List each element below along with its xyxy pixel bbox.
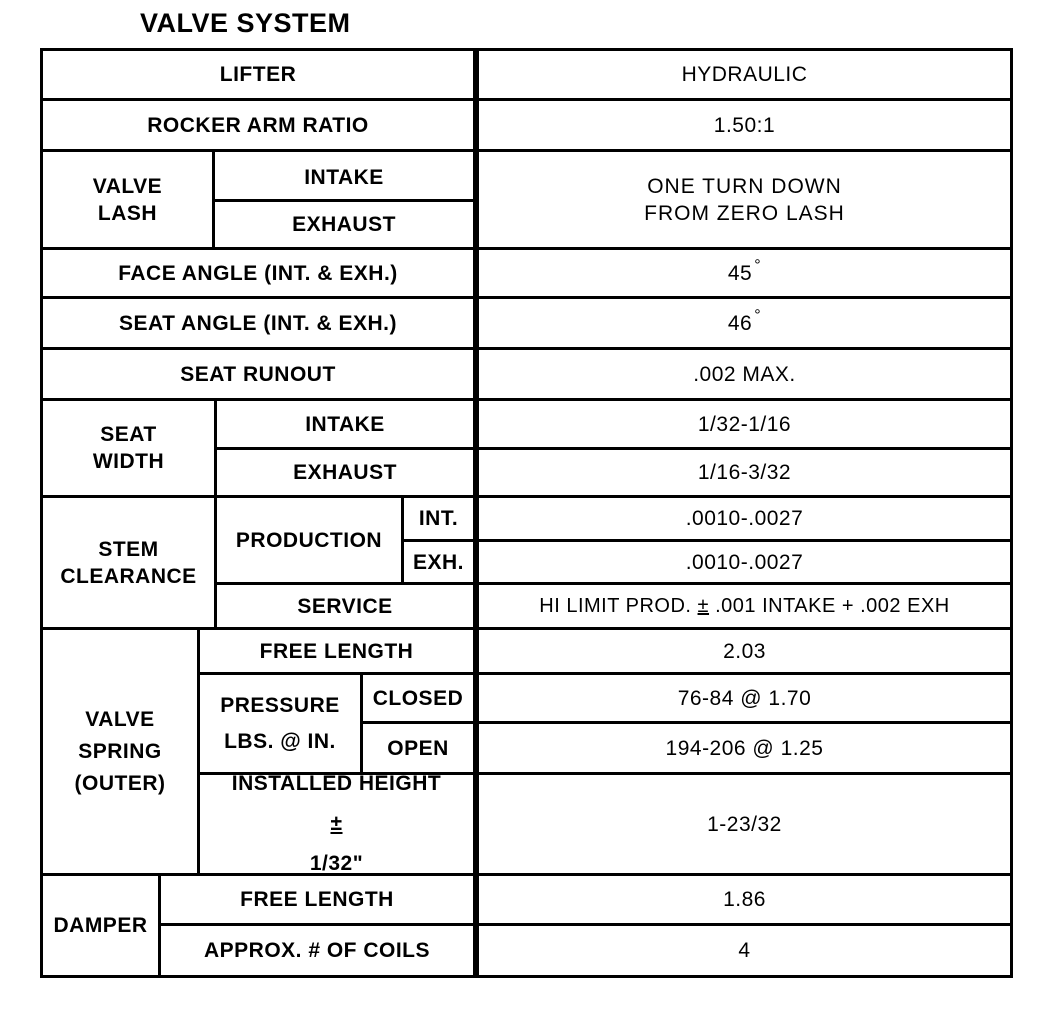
plus-minus-sign: ± — [697, 594, 710, 617]
valve-spring-label-line2: SPRING — [78, 739, 162, 763]
damper-free-length-value: 1.86 — [723, 888, 766, 911]
valve-lash-label — [43, 152, 212, 247]
installed-height-value: 1-23/32 — [707, 812, 782, 836]
valve-lash-label-line1: VALVE — [92, 174, 163, 198]
valve-lash-value-line1: ONE TURN DOWN — [647, 174, 842, 198]
plus-minus-sign: ± — [330, 812, 343, 835]
spring-open-label: OPEN — [387, 736, 449, 760]
seat-width-intake-value: 1/32-1/16 — [697, 412, 792, 436]
seat-angle-value-cell — [479, 299, 1010, 347]
valve-lash-value-line2: FROM ZERO LASH — [644, 201, 845, 225]
degree-sign: ° — [754, 256, 762, 274]
spring-free-length-label: FREE LENGTH — [259, 639, 414, 663]
damper-coils-label: APPROX. # OF COILS — [203, 939, 431, 962]
seat-width-label-line1: SEAT — [100, 423, 157, 446]
spring-pressure-label-line2: LBS. @ IN. — [224, 729, 336, 753]
stem-clearance-label-line1: STEM — [98, 537, 159, 561]
spring-open-value: 194-206 @ 1.25 — [665, 736, 824, 760]
seat-width-exhaust-label: EXHAUST — [293, 461, 397, 484]
stem-int-value: .0010-.0027 — [685, 507, 804, 530]
stem-clearance-label — [43, 498, 214, 627]
face-angle-value: 45 — [727, 261, 753, 285]
damper-free-length-label: FREE LENGTH — [240, 888, 394, 911]
stem-exh-label: EXH. — [412, 550, 464, 574]
lifter-label: LIFTER — [219, 63, 297, 86]
stem-service-value-cell — [479, 585, 1010, 627]
stem-int-label: INT. — [418, 507, 459, 530]
damper-coils-value: 4 — [738, 939, 751, 962]
lifter-value: HYDRAULIC — [681, 63, 808, 86]
spring-pressure-label — [200, 675, 360, 772]
spring-closed-label: CLOSED — [372, 686, 464, 710]
valve-spring-label — [43, 630, 197, 873]
damper-label: DAMPER — [53, 914, 148, 937]
seat-width-label — [43, 401, 214, 495]
valve-lash-value — [479, 152, 1010, 247]
face-angle-value-cell — [479, 250, 1010, 296]
spring-pressure-label-line1: PRESSURE — [220, 693, 340, 717]
seat-angle-value: 46 — [727, 311, 753, 335]
page-title: VALVE SYSTEM — [140, 8, 351, 38]
installed-height-label — [200, 772, 473, 875]
stem-service-value-prefix: HI LIMIT PROD. — [539, 594, 692, 617]
valve-lash-intake-label: INTAKE — [304, 165, 384, 189]
valve-spring-label-line3: (OUTER) — [74, 771, 166, 795]
rocker-arm-ratio-label: ROCKER ARM RATIO — [147, 113, 369, 137]
installed-height-label-line2-wrap — [310, 804, 363, 884]
valve-lash-exhaust-label: EXHAUST — [292, 213, 396, 236]
stem-clearance-label-line2: CLEARANCE — [60, 564, 197, 588]
stem-service-value-suffix: .001 INTAKE + .002 EXH — [715, 594, 950, 617]
installed-height-label-line1: INSTALLED HEIGHT — [231, 772, 442, 795]
stem-exh-value: .0010-.0027 — [685, 550, 804, 574]
seat-runout-value: .002 MAX. — [693, 362, 796, 386]
seat-width-exhaust-value: 1/16-3/32 — [697, 461, 792, 484]
seat-width-intake-label: INTAKE — [305, 412, 385, 436]
spring-free-length-value: 2.03 — [723, 639, 766, 663]
seat-angle-label: SEAT ANGLE (INT. & EXH.) — [118, 311, 397, 335]
valve-lash-label-line2: LASH — [97, 201, 158, 225]
installed-height-label-line2: 1/32" — [309, 852, 364, 875]
valve-spring-label-line1: VALVE — [85, 707, 155, 731]
seat-runout-label: SEAT RUNOUT — [180, 362, 336, 386]
spring-closed-value: 76-84 @ 1.70 — [677, 686, 812, 710]
stem-service-label: SERVICE — [297, 594, 393, 618]
degree-sign: ° — [754, 306, 762, 324]
seat-width-label-line2: WIDTH — [92, 450, 165, 473]
face-angle-label: FACE ANGLE (INT. & EXH.) — [118, 261, 398, 285]
rocker-arm-ratio-value: 1.50:1 — [713, 113, 776, 137]
stem-production-label: PRODUCTION — [235, 528, 383, 552]
